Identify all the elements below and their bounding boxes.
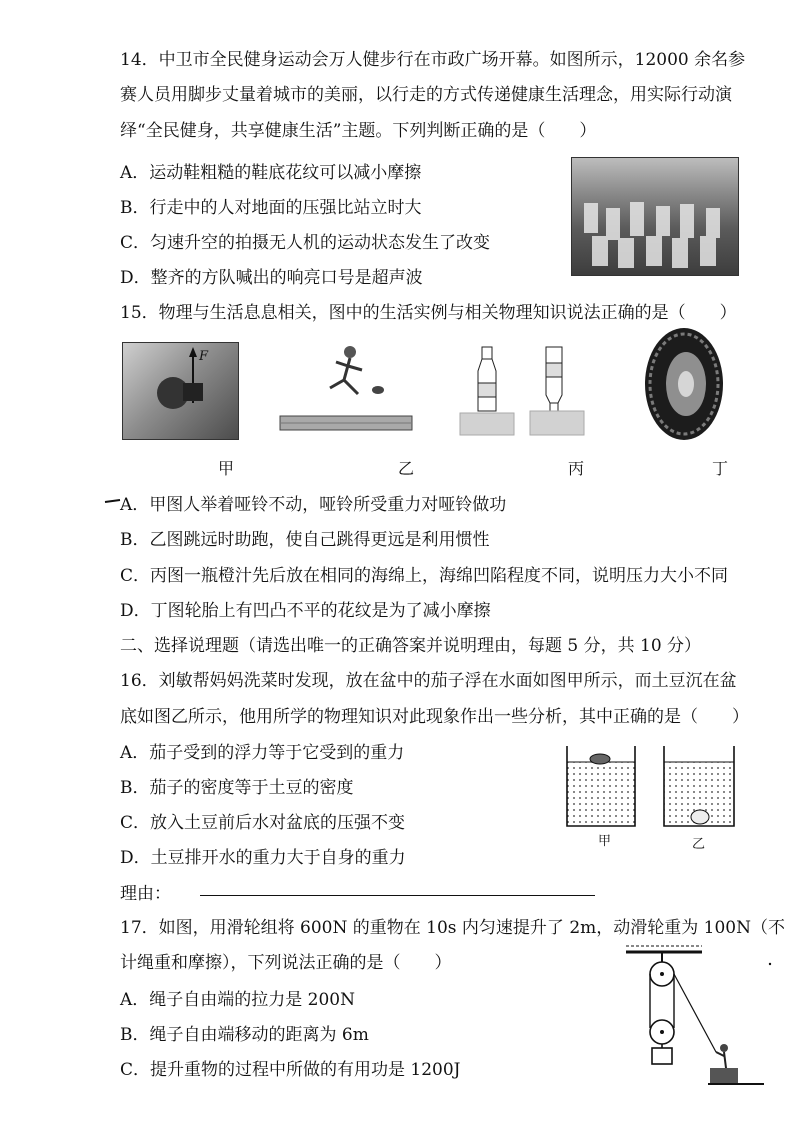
q17-stem-line-1: 17．如图，用滑轮组将 600N 的重物在 10s 内匀速提升了 2m，动滑轮重为 100N（不 <box>120 918 785 938</box>
q16-option-a: A．茄子受到的浮力等于它受到的重力 <box>120 743 405 763</box>
q15-option-a: A．甲图人举着哑铃不动，哑铃所受重力对哑铃做功 <box>120 495 507 515</box>
q16-label-jia: 甲 <box>598 834 612 849</box>
q16-stem-line-2: 底如图乙所示，他用所学的物理知识对此现象作出一些分析，其中正确的是（ ） <box>120 707 749 727</box>
q14-option-a: A．运动鞋粗糙的鞋底花纹可以减小摩擦 <box>120 163 422 183</box>
q16-label-yi: 乙 <box>692 837 706 852</box>
q15-option-c: C．丙图一瓶橙汁先后放在相同的海绵上，海绵凹陷程度不同，说明压力大小不同 <box>120 566 729 586</box>
q14-stem-line-2: 赛人员用脚步丈量着城市的美丽，以行走的方式传递健康生活理念，用实际行动演 <box>120 85 732 105</box>
q15-figure-ding-tire <box>643 326 725 442</box>
q16-stem-line-1: 16．刘敏帮妈妈洗菜时发现，放在盆中的茄子浮在水面如图甲所示，而土豆沉在盆 <box>120 671 737 691</box>
q17-option-a: A．绳子自由端的拉力是 200N <box>120 990 356 1010</box>
q15-option-d: D．丁图轮胎上有凹凸不平的花纹是为了减小摩擦 <box>120 601 491 621</box>
q17-stem-line-2: 计绳重和摩擦），下列说法正确的是（ ） <box>120 953 452 973</box>
q14-option-c: C．匀速升空的拍摄无人机的运动状态发生了改变 <box>120 233 491 253</box>
q14-stem-line-1: 14．中卫市全民健身运动会万人健步行在市政广场开幕。如图所示，12000 余名参 <box>120 50 746 70</box>
q17-option-c: C．提升重物的过程中所做的有用功是 1200J <box>120 1060 461 1080</box>
q16-option-b: B．茄子的密度等于土豆的密度 <box>120 778 354 798</box>
q15-stem: 15．物理与生活息息相关，图中的生活实例与相关物理知识说法正确的是（ ） <box>120 303 737 323</box>
dumbbell-lifter-drawing <box>123 343 238 439</box>
q15-label-yi: 乙 <box>398 459 415 478</box>
q15-label-bing: 丙 <box>568 459 585 478</box>
q16-option-d: D．土豆排开水的重力大于自身的重力 <box>120 848 406 868</box>
q14-stem-line-3: 绎“全民健身，共享健康生活”主题。下列判断正确的是（ ） <box>120 121 597 141</box>
q15-label-jia: 甲 <box>218 459 235 478</box>
q15-figure-jia-dumbbell <box>122 342 239 440</box>
q14-walking-crowd-photo <box>571 157 739 276</box>
q16-reason-label: 理由： <box>120 884 171 904</box>
q16-basins-figure <box>560 742 745 834</box>
q15-option-b: B．乙图跳远时助跑，使自己跳得更远是利用惯性 <box>120 530 490 550</box>
q16-reason-answer-line[interactable] <box>200 895 595 896</box>
q15-figure-bing-juice-bottle <box>456 345 586 440</box>
q17-option-b: B．绳子自由端移动的距离为 6m <box>120 1025 369 1045</box>
q14-option-d: D．整齐的方队喊出的响亮口号是超声波 <box>120 268 423 288</box>
q15-label-ding: 丁 <box>712 459 729 478</box>
q14-option-b: B．行走中的人对地面的压强比站立时大 <box>120 198 422 218</box>
section-2-heading: 二、选择说理题（请选出唯一的正确答案并说明理由，每题 5 分，共 10 分） <box>120 636 702 656</box>
q16-option-c: C．放入土豆前后水对盆底的压强不变 <box>120 813 406 833</box>
q15-figure-yi-long-jump <box>278 340 416 438</box>
q17-pulley-system-figure <box>624 940 774 1090</box>
crowd-silhouettes <box>572 158 738 275</box>
force-f-label: F <box>199 349 209 364</box>
